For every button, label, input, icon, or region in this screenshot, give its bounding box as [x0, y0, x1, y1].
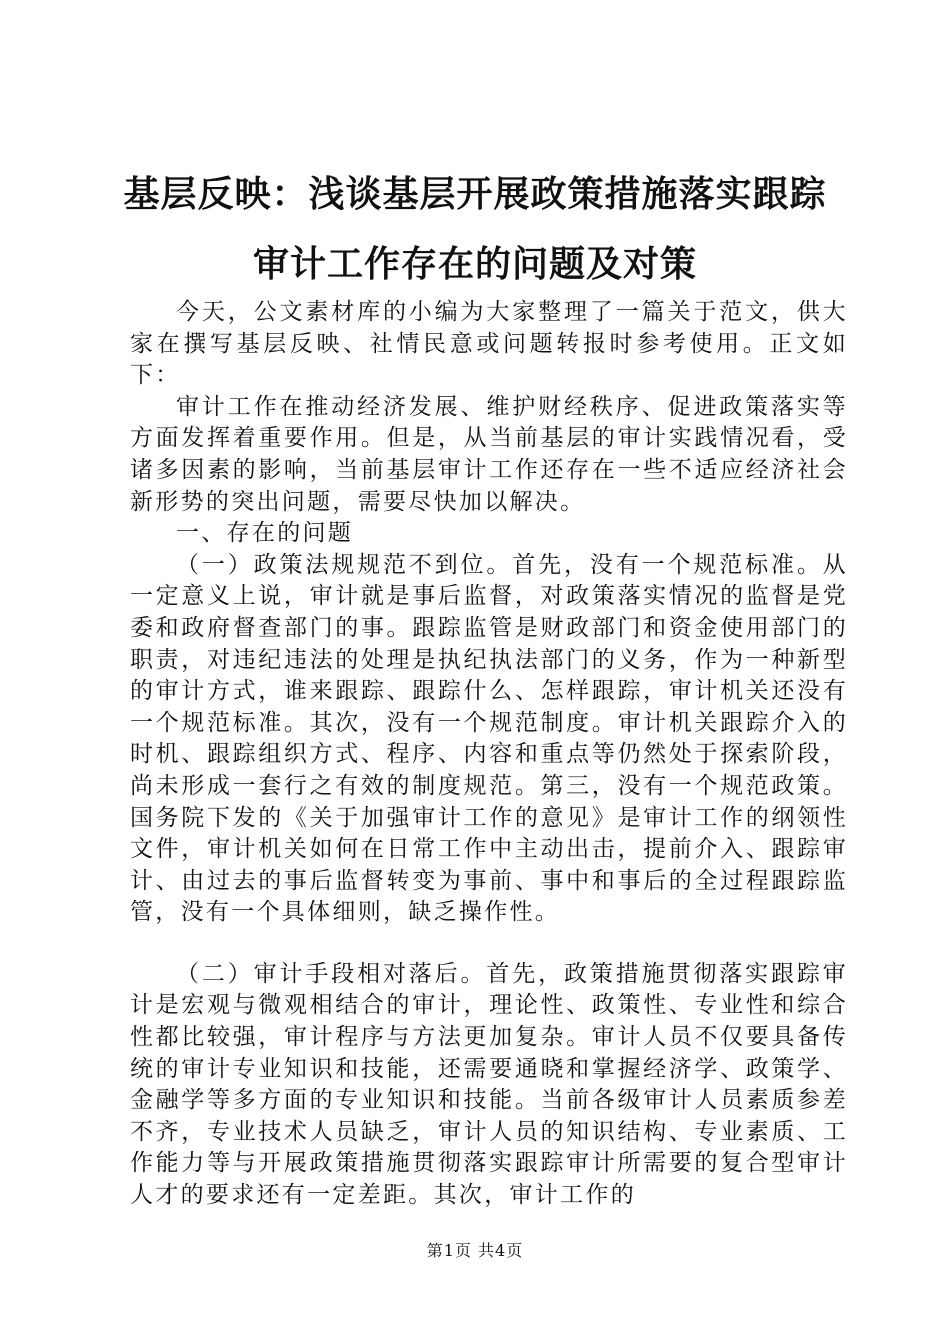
document-title: 基层反映：浅谈基层开展政策措施落实跟踪审计工作存在的问题及对策	[123, 174, 827, 285]
intro-paragraph: 今天，公文素材库的小编为大家整理了一篇关于范文，供大家在撰写基层反映、社情民意或问题转报时参考使用。正文如下：	[130, 299, 848, 389]
page-number: 第1页 共4页	[426, 1241, 524, 1260]
background-paragraph: 审计工作在推动经济发展、维护财经秩序、促进政策落实等方面发挥着重要作用。但是，从当前基层的审计实践情况看，受诸多因素的影响，当前基层审计工作还存在一些不适应经济社会新形势的突出问题，需要尽快加以解决。	[130, 393, 848, 515]
section-heading: 一、存在的问题	[176, 520, 354, 547]
problem-two-paragraph: （二）审计手段相对落后。首先，政策措施贯彻落实跟踪审计是宏观与微观相结合的审计，理论性、政策性、专业性和综合性都比较强，审计程序与方法更加复杂。审计人员不仅要具备传统的审计专业知识和技能，还需要通晓和掌握经济学、政策学、金融学等多方面的专业知识和技能。当前各级审计人员素质参差不齐，专业技术人员缺乏，审计人员的知识结构、专业素质、工作能力等与开展政策措施贯彻落实跟踪审计所需要的复合型审计人才的要求还有一定差距。其次，审计工作的	[130, 960, 848, 1209]
problem-one-paragraph: （一）政策法规规范不到位。首先，没有一个规范标准。从一定意义上说，审计就是事后监督，对政策落实情况的监督是党委和政府督查部门的事。跟踪监管是财政部门和资金使用部门的职责，对违纪违法的处理是执纪执法部门的义务，作为一种新型的审计方式，谁来跟踪、跟踪什么、怎样跟踪，审计机关还没有一个规范标准。其次，没有一个规范制度。审计机关跟踪介入的时机、跟踪组织方式、程序、内容和重点等仍然处于探索阶段，尚未形成一套行之有效的制度规范。第三，没有一个规范政策。国务院下发的《关于加强审计工作的意见》是审计工作的纲领性文件，审计机关如何在日常工作中主动出击，提前介入、跟踪审计、由过去的事后监督转变为事前、事中和事后的全过程跟踪监管，没有一个具体细则，缺乏操作性。	[130, 551, 848, 926]
document-body	[130, 297, 848, 1212]
